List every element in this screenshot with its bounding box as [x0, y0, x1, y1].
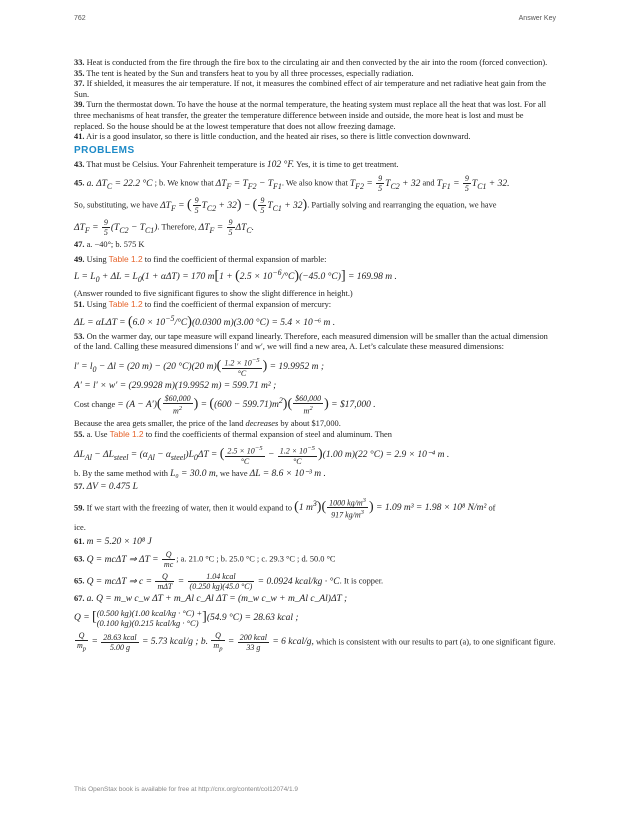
- answer-63: 63. Q = mcΔT ⇒ ΔT = $\frac{Q}{mc}$ ; a. 21.0 °C ; b. 25.0 °C ; c. 29.3 °C ; d. 50.0 °C: [74, 550, 336, 570]
- answer-49-note: (Answer rounded to five significant figures to show the slight difference in height.): [74, 288, 353, 298]
- answer-59-tail: ice.: [74, 523, 86, 533]
- answer-39: 39. Turn the thermostat down. To have the house at the normal temperature, the heating system must replace all the heat that was lost. For all three mechanisms of heat transfer, the greater the temperature difference between inside and outside, the more heat is lost and must be replaced. So the house should be at the lowest temperature that does not allow freezing damage.: [74, 100, 547, 131]
- answer-content: [74, 58, 556, 657]
- answer-43: 43. That must be Celsius. Your Fahrenheit temperature is 102 °F. Yes, it is time to get treatment.: [74, 160, 399, 171]
- answer-33: 33. Heat is conducted from the fire through the fire box to the circulating air and then convected by the air into the room (forced convection).: [74, 58, 548, 67]
- answer-53-length: $l' = l_0 - \Delta l = (20$ m) − (20 °C)(20 m)( $\frac{1.2 \times 10^{-5}}{^\circ C}$ ) = 19.9952 m ;: [74, 356, 325, 378]
- answer-35: 35. The tent is heated by the Sun and transfers heat to you by all three processes, especially radiation.: [74, 68, 414, 78]
- answer-45-result: $\Delta T_F$ = $\frac{9}{5}$ $(T_{C2} - T_{C1})$. Therefore, $\Delta T_F$ = $\frac{9}{5}$ $\Delta T_C$.: [74, 217, 255, 237]
- answer-49-equation: $L = L_0 + \Delta L = L_0(1 + \alpha\Delta T) = 170$ $m[1 + (2.5 \times 10^{-6}/^\circ C)(-45.0$ °C)] = 169.98 m .: [74, 268, 397, 285]
- answer-49: 49. Using Table 1.2 to find the coefficient of thermal expansion of marble:: [74, 253, 327, 264]
- answer-55-b: b. By the same method with L₀ = 30.0 m, we have ΔL = 8.6 × 10⁻³ m .: [74, 468, 326, 479]
- answer-55-equation: $\Delta L_{Al} - \Delta L_{steel} = (\alpha_{Al} - \alpha_{steel})L_0\Delta T$ = ( $\frac{2.5 \times 10^{-5}}{^\circ C}$ − $\frac{1.2 \times 10^{-5}}{^\circ C}$ )(1.00 m)(22 °C) = 2.9 × 10⁻⁴ m .: [74, 444, 450, 466]
- answer-53: 53. On the warmer day, our tape measure will expand linearly. Therefore, each measured dimension will be smaller than the actual dimension of the land. Calling these measured dimensions l′ and w′, we will find a new area, A. Let’s calculate these measured dimensions:: [74, 331, 548, 352]
- footer-attribution: This OpenStax book is available for free at http://cnx.org/content/col12074/1.9: [74, 786, 299, 793]
- answer-65: 65. Q = mcΔT ⇒ c = $\frac{Q}{\text{mΔT}}$ = $\frac{\text{1.04 kcal}}{(0.250 kg)(45.0 ^\circ C)}$ = 0.0924 kcal/kg · °C. It is copper.: [74, 572, 384, 592]
- page-number: 762: [74, 15, 86, 22]
- answer-47: 47. a. −40°; b. 575 K: [74, 239, 145, 249]
- answer-67: 67. a. Q = m_w c_w ΔT + m_Al c_Al ΔT = (m_w c_w + m_Al c_Al)ΔT ;: [74, 594, 348, 605]
- table-1-2-link[interactable]: Table 1.2: [109, 429, 144, 440]
- answer-67-heat: Q = [ (0.500 kg)(1.00 kcal/kg · °C) + (0.100 kg)(0.215 kcal/kg · °C) ](54.9 °C) = 28.63 kcal ;: [74, 607, 299, 628]
- answer-53-cost: Cost change = (A − A′)( $\frac{\$60,000}{m^2}$ ) = $((600 - 599.71)m^2)$( $\frac{\$60,000}{m^2}$ ) = $17,000 .: [74, 394, 376, 416]
- answer-51-equation: $\Delta L = \alpha L\Delta T = (6.0 \times 10^{-5}/^\circ C)(0.0300$ m)(3.00 °C) = 5.4 × 10⁻⁶ m .: [74, 313, 336, 330]
- answer-53-note: Because the area gets smaller, the price of the land decreases by about $17,000.: [74, 418, 341, 428]
- answer-45-substitute: So, substituting, we have $\Delta T_F$ = ( $\frac{9}{5}$ $T_{C2} + 32$) − ( $\frac{9}{5}$ $T_{C1} + 32$). Partially solving and rearranging the equation, we have: [74, 195, 497, 215]
- table-1-2-link[interactable]: Table 1.2: [108, 299, 143, 310]
- answer-59: 59. If we start with the freezing of water, then it would expand to (1 $m^3$)( $\frac{1000 kg/m^3}{917 kg/m^3}$ ) = 1.09 m³ = 1.98 × 10⁸ N/m² of: [74, 496, 496, 521]
- answer-67-result: $\frac{Q}{m_p}$ = $\frac{\text{28.63 kcal}}{5.00 g}$ = 5.73 kcal/g ; b. $\frac{Q}{m_p}$ = $\frac{\text{200 kcal}}{33 g}$ = 6 kcal/g, which is consistent with our results to part (a), to one significant figure.: [77, 630, 556, 653]
- problems-heading: PROBLEMS: [74, 144, 135, 156]
- table-1-2-link[interactable]: Table 1.2: [108, 253, 143, 264]
- answer-57: 57. ΔV = 0.475 L: [74, 482, 138, 493]
- answer-55: 55. a. Use Table 1.2 to find the coefficients of thermal expansion of steel and aluminum. Then: [74, 429, 392, 440]
- answer-51: 51. Using Table 1.2 to find the coefficient of thermal expansion of mercury:: [74, 299, 332, 310]
- running-header: Answer Key: [518, 15, 556, 22]
- answer-61: 61. m = 5.20 × 10⁸ J: [74, 536, 152, 547]
- answer-53-area: A′ = l′ × w′ = (29.9928 m)(19.9952 m) = 599.71 m² ;: [74, 380, 277, 391]
- answer-37: 37. If shielded, it measures the air temperature. If not, it measures the combined effect of air temperature and net radiative heat gain from the Sun.: [74, 79, 546, 99]
- answer-41: 41. Air is a good insulator, so there is little conduction, and the heated air rises, so there is little convection downward.: [74, 132, 471, 142]
- answer-45: 45. a. $\Delta T_C = 22.2$ °C ; b. We know that $\Delta T_F = T_{F2} - T_{F1}$. We also know that $T_{F2}$ = $\frac{9}{5}$ $T_{C2} + 32$ and $T_{F1}$ = $\frac{9}{5}$ $T_{C1} + 32$.: [74, 173, 510, 193]
